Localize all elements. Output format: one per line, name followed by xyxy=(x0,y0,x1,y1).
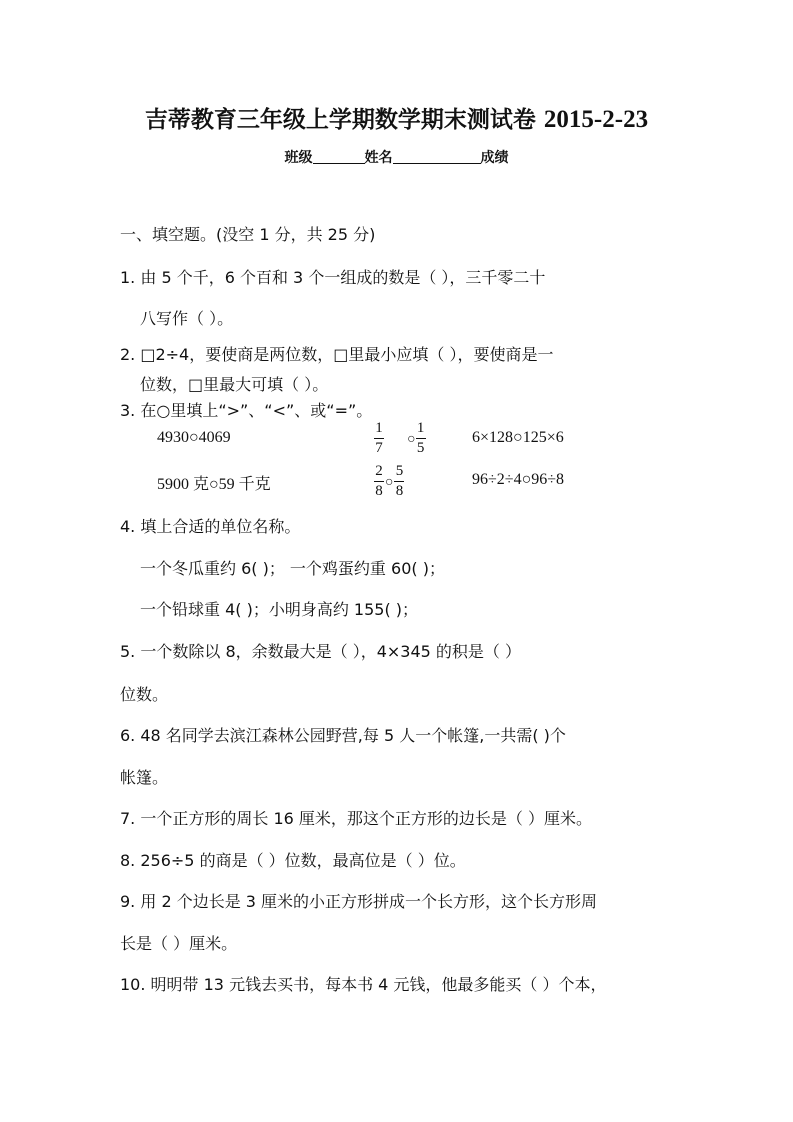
compare-circle[interactable]: ○ xyxy=(385,475,394,490)
q2-line1: 2. □2÷4，要使商是两位数，□里最小应填（ ），要使商是一 xyxy=(120,345,554,364)
fraction-2-8: $\frac{2}{8}$ xyxy=(375,463,383,499)
fraction-1-7: $\frac{1}{7}$ xyxy=(375,420,383,456)
q8-line1: 8. 256÷5 的商是（ ）位数，最高位是（ ）位。 xyxy=(120,851,466,870)
q5-line2: 位数。 xyxy=(120,685,169,704)
score-label: 成绩 xyxy=(480,150,509,166)
q4-line1: 4. 填上合适的单位名称。 xyxy=(120,517,301,536)
q5-line1: 5. 一个数除以 8，余数最大是（ ），4×345 的积是（ ） xyxy=(120,642,522,661)
fraction-5-8: $\frac{5}{8}$ xyxy=(395,463,404,499)
q3-compare-e xyxy=(374,463,404,500)
q9-line1: 9. 用 2 个边长是 3 厘米的小正方形拼成一个长方形，这个长方形周 xyxy=(120,892,598,911)
title-date: 2015-2-23 xyxy=(543,106,649,133)
fraction-1-5: $\frac{1}{5}$ xyxy=(416,420,425,456)
q6-line2: 帐篷。 xyxy=(120,768,169,787)
name-blank[interactable] xyxy=(393,149,481,164)
q10-line1: 10. 明明带 13 元钱去买书，每本书 4 元钱，他最多能买（ ）个本， xyxy=(120,975,607,994)
student-info-line xyxy=(0,147,793,167)
q1-line2: 八写作（ ）。 xyxy=(140,309,234,328)
section-heading: 一、填空题。(没空 1 分，共 25 分) xyxy=(120,225,376,244)
q4-line2: 一个冬瓜重约 6( )； 一个鸡蛋约重 60( )； xyxy=(140,559,445,578)
title-text: 吉蒂教育三年级上学期数学期末测试卷 xyxy=(144,107,536,133)
class-label: 班级 xyxy=(284,150,313,166)
q3-compare-a: 4930○4069 xyxy=(157,429,231,446)
compare-circle[interactable]: ○ xyxy=(407,432,416,447)
q3-compare-d: 5900 克○59 千克 xyxy=(157,476,271,493)
q9-line2: 长是（ ）厘米。 xyxy=(120,934,238,953)
q6-line1: 6. 48 名同学去滨江森林公园野营,每 5 人一个帐篷,一共需( )个 xyxy=(120,726,566,745)
q3-compare-f: 96÷2÷4○96÷8 xyxy=(472,471,565,488)
q3-compare-b xyxy=(374,420,426,457)
name-label: 姓名 xyxy=(364,150,393,166)
q3-line1: 3. 在○里填上“>”、“<”、或“=”。 xyxy=(120,401,373,420)
q1-line1: 1. 由 5 个千，6 个百和 3 个一组成的数是（ ），三千零二十 xyxy=(120,268,546,287)
class-blank[interactable] xyxy=(313,149,365,164)
exam-title xyxy=(0,101,793,134)
q7-line1: 7. 一个正方形的周长 16 厘米，那这个正方形的边长是（ ）厘米。 xyxy=(120,809,592,828)
q4-line3: 一个铅球重 4( )；小明身高约 155( )； xyxy=(140,600,419,619)
q2-line2: 位数，□里最大可填（ ）。 xyxy=(140,375,329,394)
q3-compare-c: 6×128○125×6 xyxy=(472,429,564,446)
